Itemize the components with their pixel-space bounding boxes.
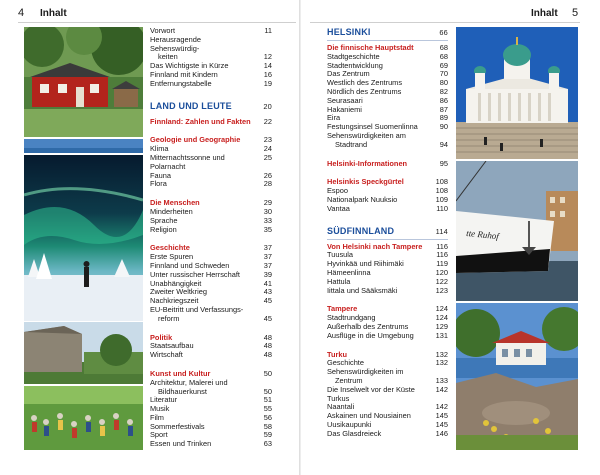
toc-entry-title: Festungsinsel Suomenlinna bbox=[327, 122, 418, 132]
left-running-header: Inhalt bbox=[40, 8, 67, 19]
toc-entry-page: 80 bbox=[439, 78, 448, 88]
toc-entry-title: Eira bbox=[327, 113, 341, 123]
toc-part-heading[interactable] bbox=[327, 226, 448, 237]
toc-entry-title: Uusikaupunki bbox=[327, 419, 372, 429]
toc-entry-page: 37 bbox=[263, 260, 272, 270]
toc-entry-page: 146 bbox=[435, 428, 448, 438]
toc-entry-page: 129 bbox=[435, 321, 448, 331]
toc-entry-title: Klima bbox=[150, 144, 169, 154]
toc-part-heading[interactable] bbox=[327, 27, 448, 38]
toc-entry[interactable] bbox=[327, 332, 448, 341]
toc-entry[interactable] bbox=[150, 80, 272, 89]
right-toc-column bbox=[327, 27, 448, 438]
toc-entry-title: Unabhängigkeit bbox=[150, 278, 202, 288]
photo-red-cottage bbox=[24, 27, 143, 137]
toc-entry-page: 124 bbox=[435, 304, 448, 314]
toc-entry-page: 82 bbox=[439, 86, 448, 96]
toc-entry-title: Turku bbox=[327, 349, 347, 359]
toc-entry-page: 14 bbox=[263, 61, 272, 71]
toc-entry-page: 116 bbox=[436, 241, 448, 251]
toc-entry-page: 58 bbox=[263, 421, 272, 431]
toc-entry-page: 11 bbox=[264, 26, 272, 35]
toc-entry[interactable] bbox=[327, 106, 448, 115]
toc-entry-title: Die finnische Hauptstadt bbox=[327, 43, 414, 52]
toc-entry-title: Geschichte bbox=[327, 358, 364, 368]
toc-entry-page: 110 bbox=[436, 203, 448, 213]
toc-entry-title: LAND UND LEUTE bbox=[150, 100, 232, 111]
toc-entry-title: Religion bbox=[150, 224, 177, 234]
toc-entry-page: 45 bbox=[263, 296, 272, 306]
toc-entry-title: Zentrum bbox=[335, 375, 363, 385]
toc-chapter-heading[interactable] bbox=[150, 118, 272, 127]
toc-entry-title: Hyvinkää und Riihimäki bbox=[327, 259, 404, 269]
toc-entry-title: Tampere bbox=[327, 304, 358, 314]
toc-entry-page: 132 bbox=[435, 349, 448, 359]
toc-entry-title: Ausflüge in die Umgebung bbox=[327, 330, 414, 340]
toc-entry-title: Stadtrand bbox=[335, 139, 368, 149]
toc-entry-title: Politik bbox=[150, 332, 173, 342]
toc-entry-title: keiten bbox=[158, 52, 178, 62]
toc-entry-page: 28 bbox=[263, 179, 272, 189]
toc-entry-page: 145 bbox=[435, 419, 448, 429]
toc-entry-page: 22 bbox=[263, 116, 272, 126]
toc-entry[interactable] bbox=[150, 226, 272, 235]
toc-entry-title: Finnland mit Kindern bbox=[150, 69, 218, 79]
toc-entry-title: Nationalpark Nuuksio bbox=[327, 194, 398, 204]
toc-entry-page: 23 bbox=[263, 135, 272, 145]
toc-entry-title: Von Helsinki nach Tampere bbox=[327, 241, 423, 251]
toc-entry-title: Das Glasdreieck bbox=[327, 428, 382, 438]
toc-entry-page: 59 bbox=[263, 430, 272, 440]
left-page-number: 4 bbox=[18, 7, 25, 19]
toc-entry-page: 145 bbox=[435, 411, 448, 421]
toc-entry-title: reform bbox=[158, 313, 180, 323]
toc-entry-page: 108 bbox=[435, 186, 448, 196]
toc-entry-page: 89 bbox=[439, 113, 448, 123]
toc-entry-page: 70 bbox=[439, 69, 448, 79]
toc-entry-page: 35 bbox=[263, 224, 272, 234]
toc-entry-page: 116 bbox=[436, 250, 448, 260]
toc-entry-title: HELSINKI bbox=[327, 27, 371, 37]
left-toc-column bbox=[150, 27, 272, 449]
toc-entry-page bbox=[258, 36, 272, 54]
toc-entry-page: 24 bbox=[263, 144, 272, 154]
toc-entry-page: 43 bbox=[263, 287, 272, 297]
toc-entry-page: 56 bbox=[263, 412, 272, 422]
toc-spacer bbox=[327, 214, 448, 226]
toc-entry[interactable] bbox=[327, 430, 448, 439]
toc-entry-page: 29 bbox=[263, 198, 272, 208]
toc-entry-title: Nördlich des Zentrums bbox=[327, 86, 402, 96]
toc-entry-page: 133 bbox=[435, 375, 448, 385]
toc-entry-page: 50 bbox=[263, 368, 272, 378]
left-header-rule bbox=[18, 22, 296, 23]
toc-entry-title: Vorwort bbox=[150, 26, 176, 35]
toc-entry-page: 37 bbox=[263, 252, 272, 262]
toc-entry-page: 132 bbox=[435, 358, 448, 368]
toc-entry[interactable] bbox=[150, 154, 272, 172]
photo-ship-bow bbox=[456, 161, 578, 301]
toc-entry-page: 94 bbox=[439, 139, 448, 149]
toc-entry[interactable] bbox=[150, 172, 272, 181]
toc-entry-title: Askainen und Nousiainen bbox=[327, 411, 411, 421]
toc-entry-page: 142 bbox=[435, 384, 448, 394]
toc-entry-title: Hattula bbox=[327, 276, 351, 286]
toc-entry-page: 124 bbox=[435, 313, 448, 323]
toc-entry-page: 95 bbox=[439, 158, 448, 168]
toc-entry-page: 63 bbox=[263, 439, 272, 449]
toc-entry[interactable] bbox=[327, 205, 448, 214]
toc-entry-title: Seurasaari bbox=[327, 95, 363, 105]
toc-entry-page: 12 bbox=[263, 52, 272, 62]
toc-entry-page: 16 bbox=[263, 69, 272, 79]
toc-entry-title: Geologie und Geographie bbox=[150, 135, 241, 145]
toc-entry[interactable] bbox=[150, 36, 272, 54]
toc-entry-page: 131 bbox=[435, 330, 448, 340]
toc-entry-title: Kunst und Kultur bbox=[150, 368, 211, 378]
toc-entry[interactable] bbox=[327, 141, 448, 150]
toc-entry-title: Entfernungstabelle bbox=[150, 78, 212, 88]
toc-entry-title: Essen und Trinken bbox=[150, 439, 212, 449]
toc-entry-title: Finnland: Zahlen und Fakten bbox=[150, 116, 251, 126]
toc-entry-page: 109 bbox=[435, 194, 448, 204]
toc-entry-title: Wirtschaft bbox=[150, 350, 183, 360]
toc-entry-page: 142 bbox=[435, 402, 448, 412]
toc-entry-page: 119 bbox=[436, 259, 448, 269]
toc-entry-title: Unter russischer Herrschaft bbox=[150, 269, 240, 279]
toc-entry[interactable] bbox=[150, 351, 272, 360]
toc-entry-title: Stadtentwicklung bbox=[327, 60, 383, 70]
photo-lake bbox=[24, 139, 143, 153]
toc-entry-title: Geschichte bbox=[150, 243, 190, 253]
toc-entry-title: Die Inselwelt vor der Küste Turkus bbox=[327, 384, 415, 403]
toc-entry-title: Sehenswürdigkeiten am bbox=[327, 130, 406, 140]
toc-entry-page: 68 bbox=[439, 43, 448, 52]
toc-entry-title: Architektur, Malerei und bbox=[150, 377, 228, 387]
toc-entry-page: 37 bbox=[263, 243, 272, 253]
toc-entry-title: SÜDFINNLAND bbox=[327, 225, 395, 236]
toc-entry-title: Hämeenlinna bbox=[327, 267, 371, 277]
toc-entry-title: Bildhauerkunst bbox=[158, 386, 207, 396]
toc-entry-page: 20 bbox=[263, 101, 272, 111]
toc-chapter-heading[interactable] bbox=[150, 136, 272, 145]
toc-entry[interactable] bbox=[327, 386, 448, 404]
toc-entry-title: Vantaa bbox=[327, 203, 350, 213]
right-running-header: Inhalt bbox=[531, 8, 558, 19]
toc-entry-title: Finnland und Schweden bbox=[150, 260, 230, 270]
toc-entry-page: 30 bbox=[263, 206, 272, 216]
toc-entry-title: Stadtrundgang bbox=[327, 313, 376, 323]
right-header-rule bbox=[310, 22, 580, 23]
toc-entry-title: Stadtgeschichte bbox=[327, 51, 380, 61]
toc-entry-page: 55 bbox=[263, 404, 272, 414]
photo-festival-crowd bbox=[24, 386, 143, 450]
toc-entry-page: 122 bbox=[435, 276, 448, 286]
toc-entry-title: Die Menschen bbox=[150, 198, 200, 208]
toc-entry[interactable] bbox=[327, 287, 448, 296]
toc-entry-page: 114 bbox=[435, 226, 448, 236]
toc-entry-title: Westlich des Zentrums bbox=[327, 78, 403, 88]
toc-entry[interactable] bbox=[150, 315, 272, 324]
toc-entry-page: 48 bbox=[263, 332, 272, 342]
toc-entry-page: 120 bbox=[435, 267, 448, 277]
toc-entry-page: 25 bbox=[263, 152, 272, 162]
toc-entry-title: Literatur bbox=[150, 395, 178, 405]
toc-entry-title: EU-Beitritt und Verfassungs- bbox=[150, 304, 244, 314]
toc-entry-page: 108 bbox=[435, 177, 448, 187]
toc-entry-page: 19 bbox=[263, 78, 272, 88]
right-page-number: 5 bbox=[572, 7, 579, 19]
toc-entry-title: Hakaniemi bbox=[327, 104, 362, 114]
toc-entry-title: Nachkriegszeit bbox=[150, 296, 199, 306]
toc-entry-page: 68 bbox=[439, 51, 448, 61]
svg-text:tte Ruhof: tte Ruhof bbox=[465, 227, 500, 242]
toc-entry-title: Sommerfestivals bbox=[150, 421, 205, 431]
toc-entry-title: Minderheiten bbox=[150, 206, 193, 216]
toc-entry-page: 66 bbox=[439, 28, 448, 37]
toc-entry-title: Espoo bbox=[327, 186, 348, 196]
photo-castle bbox=[24, 322, 143, 384]
toc-spacer bbox=[150, 89, 272, 101]
toc-entry-page: 69 bbox=[439, 60, 448, 70]
toc-entry-title: Sport bbox=[150, 430, 168, 440]
toc-entry-page: 86 bbox=[439, 95, 448, 105]
toc-entry-title: Zweiter Weltkrieg bbox=[150, 287, 207, 297]
toc-entry-title: Das Zentrum bbox=[327, 69, 370, 79]
toc-entry-title: Naantali bbox=[327, 402, 355, 412]
toc-entry-page: 48 bbox=[263, 341, 272, 351]
toc-entry-page: 90 bbox=[439, 122, 448, 132]
toc-entry-page: 26 bbox=[263, 170, 272, 180]
toc-entry[interactable] bbox=[150, 440, 272, 449]
toc-section-rule bbox=[327, 40, 448, 41]
toc-entry-title: Sehenswürdigkeiten im bbox=[327, 367, 404, 377]
toc-entry-page: 41 bbox=[263, 278, 272, 288]
photo-northern-lights bbox=[24, 155, 143, 321]
toc-entry-page: 50 bbox=[263, 386, 272, 396]
toc-entry[interactable] bbox=[150, 423, 272, 432]
toc-entry-title: Erste Spuren bbox=[150, 252, 194, 262]
toc-entry-title: Helsinki-Informationen bbox=[327, 158, 408, 168]
toc-entry-page: 87 bbox=[439, 104, 448, 114]
photo-seaside-villa bbox=[456, 303, 578, 450]
toc-entry-title: Das Wichtigste in Kürze bbox=[150, 61, 229, 71]
toc-entry-title: Mitternachtssonne und Polarnacht bbox=[150, 152, 225, 171]
toc-entry-title: Sprache bbox=[150, 215, 178, 225]
toc-section-rule bbox=[327, 239, 448, 240]
toc-entry-page: 45 bbox=[263, 313, 272, 323]
toc-entry-title: Flora bbox=[150, 179, 167, 189]
toc-entry-title: Herausragende Sehenswürdig- bbox=[150, 34, 201, 53]
toc-chapter-heading[interactable] bbox=[327, 160, 448, 169]
toc-entry-page: 51 bbox=[263, 395, 272, 405]
toc-entry-title: Außerhalb des Zentrums bbox=[327, 321, 409, 331]
toc-entry-page: 39 bbox=[263, 269, 272, 279]
right-page bbox=[300, 0, 600, 475]
toc-entry-page: 48 bbox=[263, 350, 272, 360]
toc-entry-page: 123 bbox=[435, 285, 448, 295]
toc-part-heading[interactable] bbox=[150, 101, 272, 112]
toc-entry-title: Fauna bbox=[150, 170, 171, 180]
toc-entry-title: Tuusula bbox=[327, 250, 354, 260]
toc-entry[interactable] bbox=[150, 405, 272, 414]
toc-entry-title: Iittala und Sääksmäki bbox=[327, 285, 398, 295]
toc-entry-title: Helsinkis Speckgürtel bbox=[327, 177, 404, 187]
toc-entry-title: Staatsaufbau bbox=[150, 341, 194, 351]
toc-entry-title: Film bbox=[150, 412, 164, 422]
photo-helsinki-cathedral bbox=[456, 27, 578, 159]
toc-entry[interactable] bbox=[150, 180, 272, 189]
toc-entry-page: 33 bbox=[263, 215, 272, 225]
toc-entry-title: Musik bbox=[150, 404, 170, 414]
